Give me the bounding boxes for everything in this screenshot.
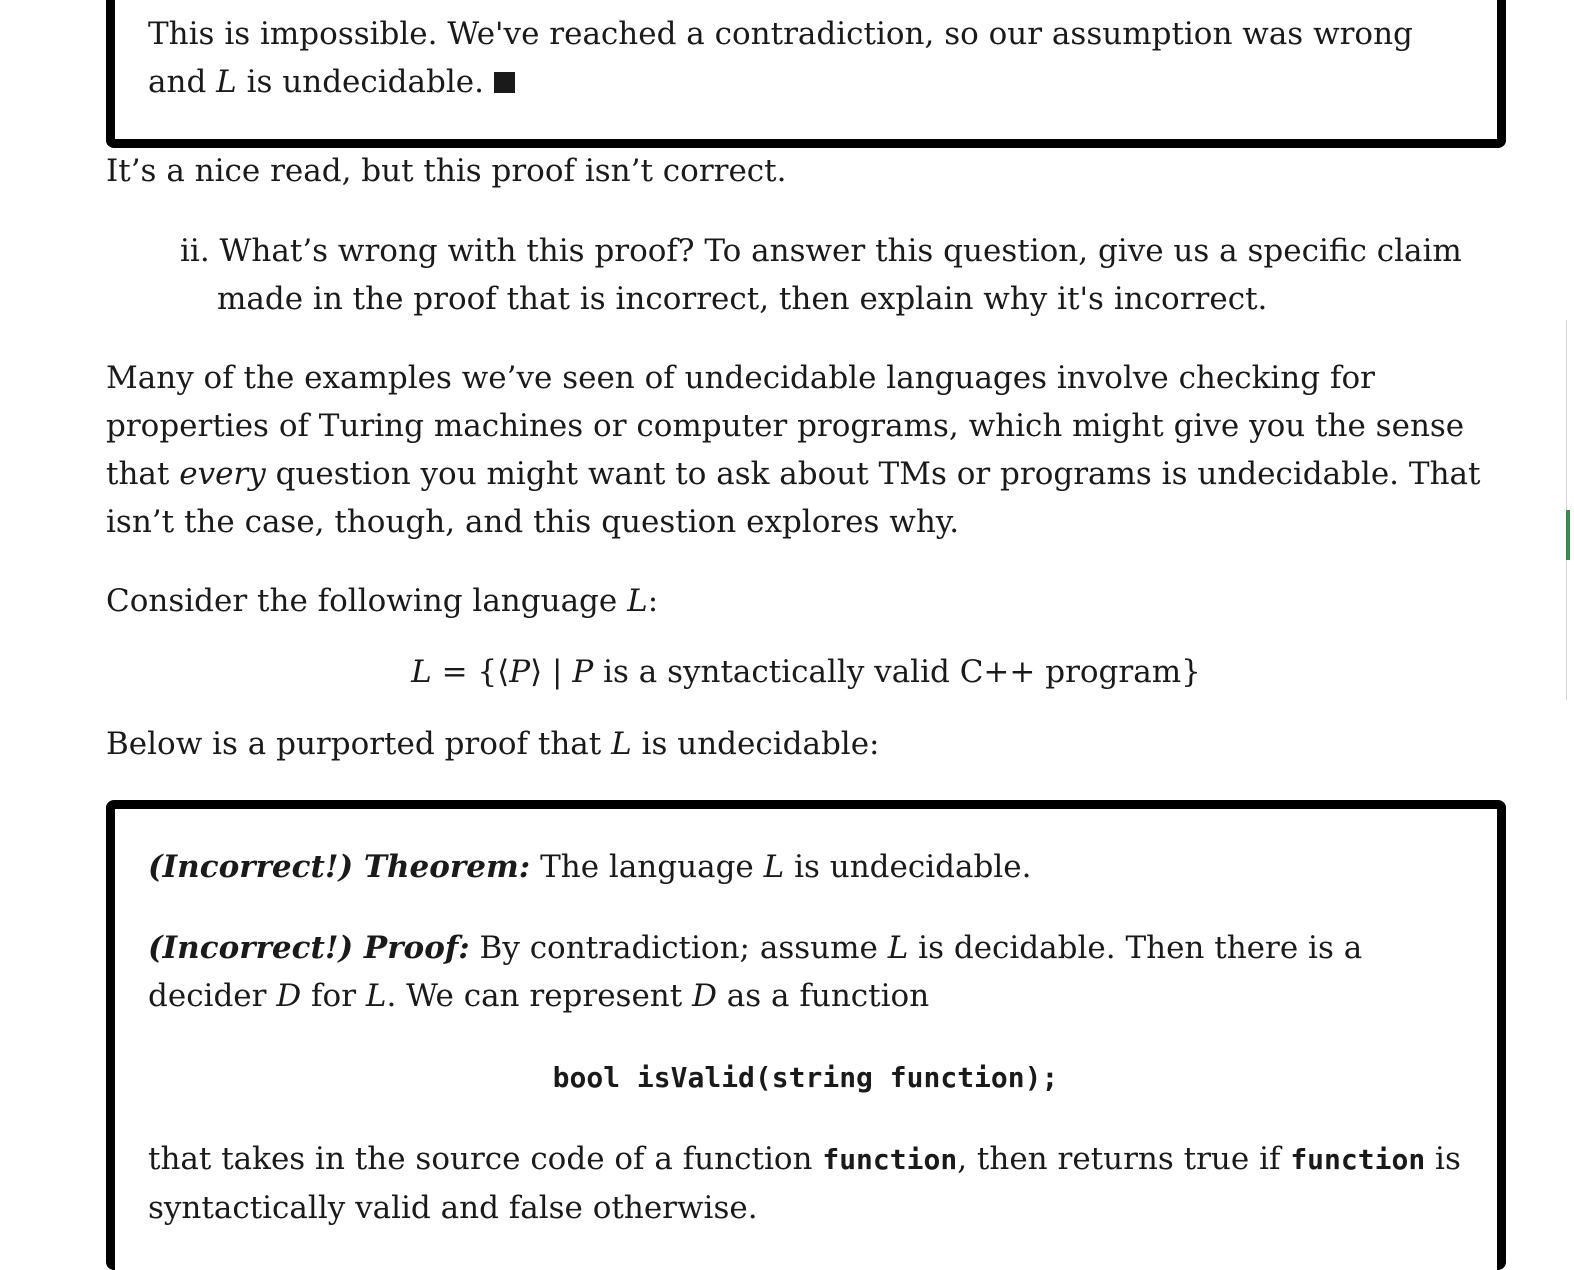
consider-text: Consider the following language	[106, 583, 628, 619]
proof-text: is decidable. Then there is a decider	[148, 930, 1363, 1014]
intro-paragraph	[106, 354, 1506, 546]
math-var-L: L	[887, 930, 909, 966]
tail-text: is syntactically valid and false otherwise.	[148, 1141, 1461, 1226]
proof-box-bottom	[106, 800, 1506, 1270]
math-var-L: L	[627, 583, 648, 619]
math-var-L: L	[411, 654, 432, 690]
qed-square-icon	[494, 72, 515, 93]
language-definition-formula	[106, 650, 1506, 694]
tail-text: , then returns true if	[957, 1141, 1291, 1177]
emphasis-every: every	[179, 456, 266, 492]
math-var-L: L	[763, 849, 785, 885]
intro-text: question you might want to ask about TMs or programs is undecidable. That isn’t the case, though, and this question explores why.	[106, 456, 1481, 540]
proof-text: as a function	[716, 978, 930, 1014]
tail-text: that takes in the source code of a function	[148, 1141, 823, 1177]
question-ii	[180, 227, 1506, 323]
math-var-P: P	[509, 654, 531, 690]
proof-statement	[148, 924, 1463, 1020]
formula-part: ⟩ |	[530, 654, 573, 690]
code-line: bool isValid(string function);	[552, 1061, 1059, 1094]
proof-text: By contradiction; assume	[469, 930, 888, 966]
consider-paragraph	[106, 577, 1506, 625]
intro-text: Many of the examples we’ve seen of undecidable languages involve checking for properties of Turing machines or computer programs, which might give you the sense that	[106, 360, 1465, 492]
math-var-L: L	[611, 726, 632, 762]
proof-text: for	[301, 978, 366, 1014]
math-var-D: D	[692, 978, 717, 1014]
math-var-D: D	[276, 978, 302, 1014]
proof-box-top	[106, 0, 1506, 148]
math-var-L: L	[216, 64, 237, 100]
below-paragraph	[106, 720, 1506, 768]
below-text: Below is a purported proof that	[106, 726, 612, 762]
formula-part: = {⟨	[431, 654, 510, 690]
theorem-label: (Incorrect!) Theorem:	[148, 849, 531, 885]
code-signature	[148, 1053, 1463, 1102]
after-box-remark: It’s a nice read, but this proof isn’t correct.	[106, 153, 787, 189]
below-text: is undecidable:	[631, 726, 880, 762]
proof-text: . We can represent	[386, 978, 693, 1014]
math-var-P: P	[572, 654, 594, 690]
top-box-conclusion	[148, 10, 1463, 106]
top-box-text: This is impossible. We've reached a contradiction, so our assumption was wrong and	[148, 16, 1413, 100]
theorem-text: The language	[530, 849, 764, 885]
proof-label: (Incorrect!) Proof:	[148, 930, 470, 966]
inline-code: function	[822, 1143, 958, 1176]
theorem-statement	[148, 843, 1463, 891]
inline-code: function	[1290, 1143, 1426, 1176]
question-marker: ii.	[180, 233, 220, 269]
math-var-L: L	[365, 978, 387, 1014]
formula-part: is a syntactically valid C++ program}	[593, 654, 1201, 690]
question-text: What’s wrong with this proof? To answer this question, give us a specific claim made in the proof that is incorrect, then explain why it's incorrect.	[217, 233, 1462, 317]
scrollbar-thumb[interactable]	[1566, 510, 1570, 560]
proof-tail	[148, 1135, 1463, 1232]
top-box-text: is undecidable.	[236, 64, 484, 100]
consider-colon: :	[647, 583, 659, 619]
theorem-text: is undecidable.	[784, 849, 1032, 885]
